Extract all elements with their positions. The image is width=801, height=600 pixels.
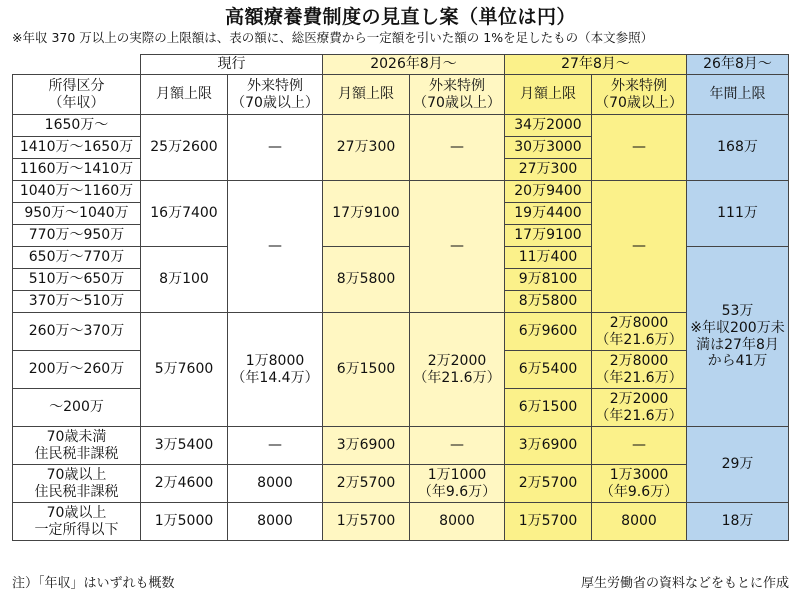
income-cell: 200万～260万 [13,351,141,389]
p2026-monthly-cell: 8万5800 [323,247,410,313]
header-annual: 年間上限 [687,75,789,115]
p2027-monthly-cell: 6万1500 [505,389,592,427]
current-monthly-cell: 3万5400 [141,427,228,465]
p2026-outpatient-cell: — [410,181,505,313]
current-outpatient-cell: 8000 [228,503,323,541]
p2027-outpatient-cell: 2万2000 （年21.6万） [592,389,687,427]
income-cell: 370万～510万 [13,291,141,313]
income-cell: 70歳以上 一定所得以下 [13,503,141,541]
income-cell: ～200万 [13,389,141,427]
p2027-monthly-cell: 1万5700 [505,503,592,541]
p2027-monthly-cell: 34万2000 [505,115,592,137]
annual-cell-18: 18万 [687,503,789,541]
income-cell: 70歳以上 住民税非課税 [13,465,141,503]
p2026-outpatient-cell: 8000 [410,503,505,541]
p2027-monthly-cell: 6万9600 [505,313,592,351]
p2027-outpatient-cell: 1万3000 （年9.6万） [592,465,687,503]
current-outpatient-cell: 8000 [228,465,323,503]
income-cell: 1160万～1410万 [13,159,141,181]
income-cell: 650万～770万 [13,247,141,269]
p2027-outpatient-cell: — [592,115,687,181]
p2026-monthly-cell: 1万5700 [323,503,410,541]
header-2026-outpatient: 外来特例 （70歳以上） [410,75,505,115]
p2026-outpatient-cell: 1万1000 （年9.6万） [410,465,505,503]
header-current-monthly: 月額上限 [141,75,228,115]
annual-cell: 111万 [687,181,789,247]
p2027-monthly-cell: 27万300 [505,159,592,181]
p2027-monthly-cell: 9万8100 [505,269,592,291]
subtitle-note: ※年収 370 万以上の実際の上限額は、表の額に、総医療費から一定額を引いた額の 1%を足したもの（本文参照） [12,30,654,45]
current-monthly-cell: 8万100 [141,247,228,313]
current-monthly-cell: 25万2600 [141,115,228,181]
page-title: 高額療養費制度の見直し案（単位は円） [224,6,576,28]
p2027-monthly-cell: 8万5800 [505,291,592,313]
footer-source: 厚生労働省の資料などをもとに作成 [580,576,789,591]
p2026-monthly-cell: 2万5700 [323,465,410,503]
annual-cell: 168万 [687,115,789,181]
header-2026: 2026年8月～ [323,55,505,75]
current-monthly-cell: 16万7400 [141,181,228,247]
current-outpatient-cell: — [228,181,323,313]
header-2027: 27年8月～ [505,55,687,75]
footer-note: 注）「年収」はいずれも概数 [12,576,175,591]
income-cell: 1040万～1160万 [13,181,141,203]
income-cell: 510万～650万 [13,269,141,291]
p2027-monthly-cell: 6万5400 [505,351,592,389]
p2026-outpatient-cell: 2万2000 （年21.6万） [410,313,505,427]
income-cell: 770万～950万 [13,225,141,247]
income-cell: 260万～370万 [13,313,141,351]
p2026-outpatient-cell: — [410,427,505,465]
current-outpatient-cell: — [228,427,323,465]
p2027-monthly-cell: 11万400 [505,247,592,269]
cost-limit-table [12,54,789,541]
current-monthly-cell: 2万4600 [141,465,228,503]
current-monthly-cell: 1万5000 [141,503,228,541]
corner-blank [13,55,141,75]
p2027-monthly-cell: 17万9100 [505,225,592,247]
header-2027-outpatient: 外来特例 （70歳以上） [592,75,687,115]
current-monthly-cell: 5万7600 [141,313,228,427]
current-outpatient-cell: 1万8000 （年14.4万） [228,313,323,427]
p2027-outpatient-cell: — [592,181,687,313]
p2027-outpatient-cell: — [592,427,687,465]
header-2027-monthly: 月額上限 [505,75,592,115]
header-income: 所得区分 （年収） [13,75,141,115]
p2027-outpatient-cell: 2万8000 （年21.6万） [592,313,687,351]
income-cell: 1650万～ [13,115,141,137]
annual-cell-53: 53万 ※年収200万未 満は27年8月 から41万 [687,247,789,427]
header-current: 現行 [141,55,323,75]
p2027-monthly-cell: 2万5700 [505,465,592,503]
header-current-outpatient: 外来特例 （70歳以上） [228,75,323,115]
current-outpatient-cell: — [228,115,323,181]
p2027-outpatient-cell: 8000 [592,503,687,541]
p2026-monthly-cell: 3万6900 [323,427,410,465]
income-cell: 950万～1040万 [13,203,141,225]
header-2026-monthly: 月額上限 [323,75,410,115]
income-cell: 1410万～1650万 [13,137,141,159]
p2027-monthly-cell: 19万4400 [505,203,592,225]
p2027-monthly-cell: 3万6900 [505,427,592,465]
income-cell: 70歳未満 住民税非課税 [13,427,141,465]
annual-cell-29: 29万 [687,427,789,503]
p2026-monthly-cell: 27万300 [323,115,410,181]
p2026-monthly-cell: 6万1500 [323,313,410,427]
p2027-monthly-cell: 30万3000 [505,137,592,159]
header-26-annual: 26年8月～ [687,55,789,75]
p2027-monthly-cell: 20万9400 [505,181,592,203]
p2027-outpatient-cell: 2万8000 （年21.6万） [592,351,687,389]
p2026-outpatient-cell: — [410,115,505,181]
p2026-monthly-cell: 17万9100 [323,181,410,247]
